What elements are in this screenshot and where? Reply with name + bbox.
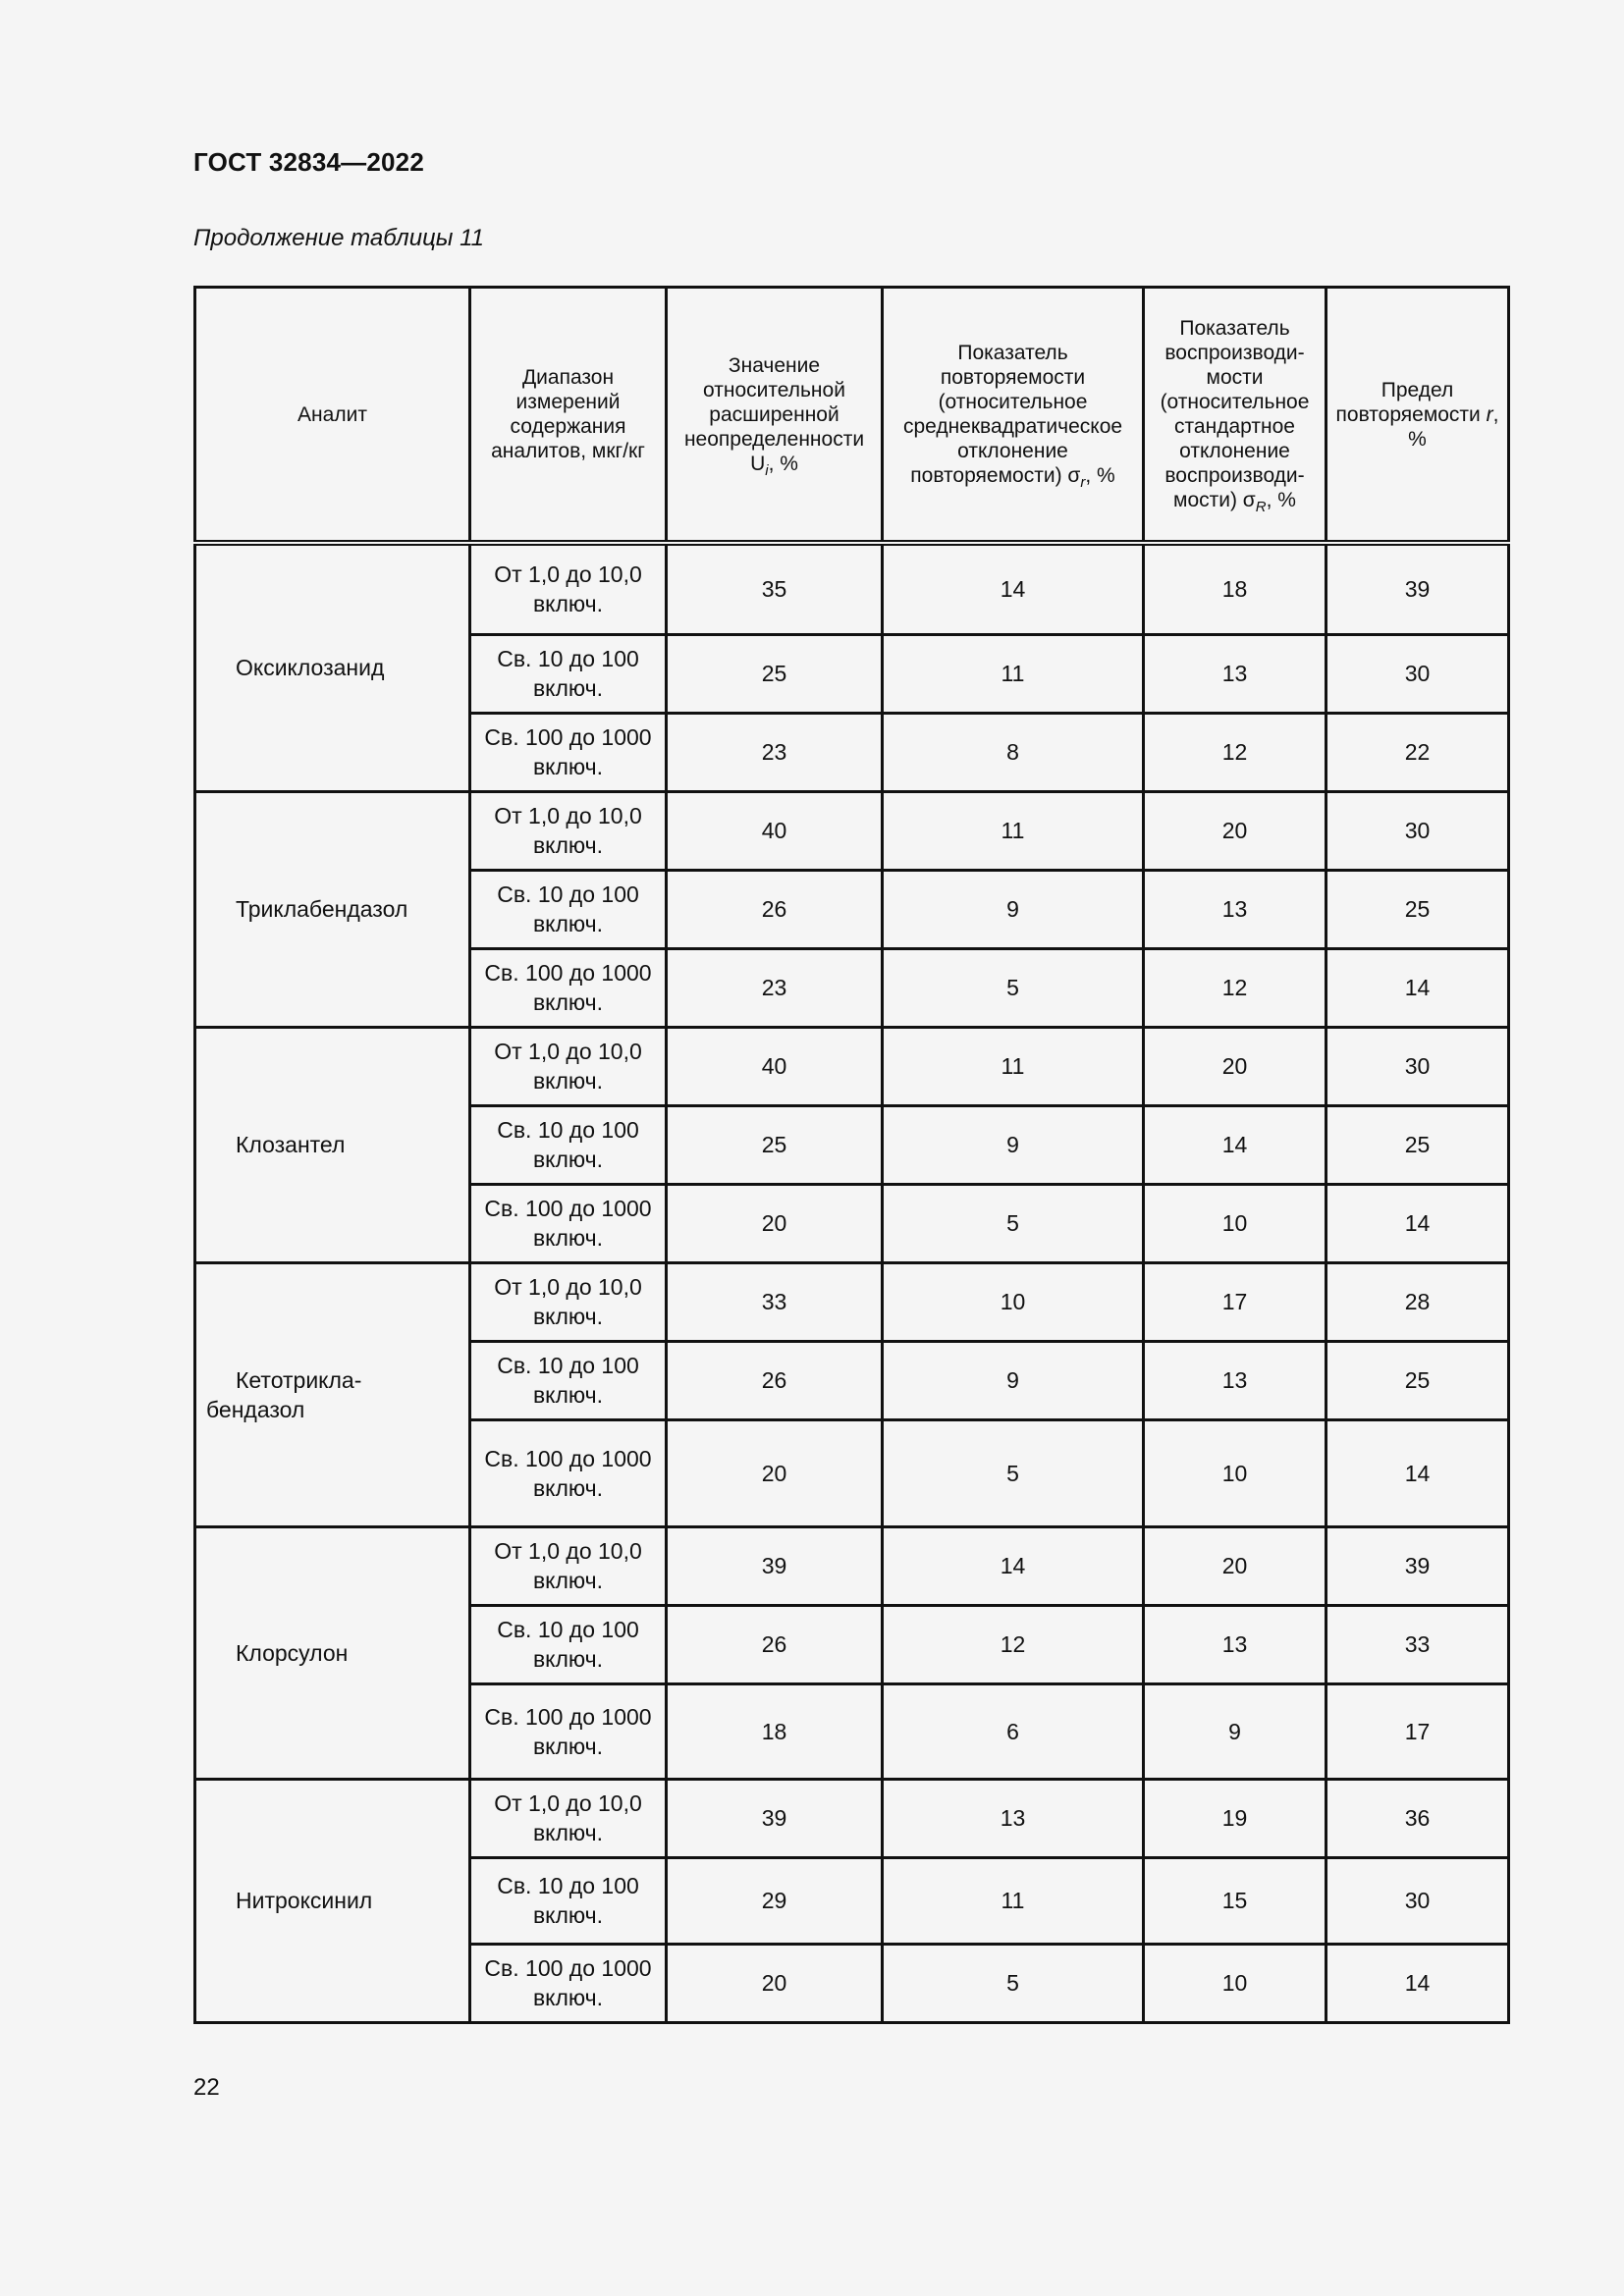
uncertainty-cell: 39 [667, 1779, 883, 1857]
reproducibility-cell: 17 [1144, 1262, 1326, 1341]
header-repeatability: Показатель повторяемости (относительное среднеквадратическое отклонение повторяемости) $\sigma_r$, % [883, 288, 1144, 544]
limit-cell: 36 [1326, 1779, 1509, 1857]
repeatability-cell: 5 [883, 1419, 1144, 1526]
repeatability-cell: 11 [883, 1027, 1144, 1105]
reproducibility-cell: 12 [1144, 713, 1326, 791]
repeatability-cell: 5 [883, 1944, 1144, 2022]
analyte-cell: Кетотрикла-бендазол [195, 1262, 470, 1526]
table-header-row [195, 288, 1509, 544]
range-cell: От 1,0 до 10,0 включ. [470, 1027, 667, 1105]
repeatability-cell: 9 [883, 1105, 1144, 1184]
uncertainty-cell: 26 [667, 1341, 883, 1419]
reproducibility-cell: 13 [1144, 1605, 1326, 1683]
reproducibility-cell: 14 [1144, 1105, 1326, 1184]
repeatability-cell: 11 [883, 791, 1144, 870]
limit-cell: 25 [1326, 1105, 1509, 1184]
analyte-cell: Нитроксинил [195, 1779, 470, 2022]
uncertainty-cell: 23 [667, 713, 883, 791]
uncertainty-cell: 26 [667, 1605, 883, 1683]
header-repeatability-limit: Предел повторяемости r, % [1326, 288, 1509, 544]
range-cell: От 1,0 до 10,0 включ. [470, 791, 667, 870]
header-uncertainty: Значение относительной расширенной неопределенности $U_i$, % [667, 288, 883, 544]
limit-cell: 39 [1326, 1526, 1509, 1605]
limit-cell: 28 [1326, 1262, 1509, 1341]
limit-cell: 33 [1326, 1605, 1509, 1683]
range-cell: Св. 10 до 100 включ. [470, 1341, 667, 1419]
analyte-cell: Клозантел [195, 1027, 470, 1262]
reproducibility-cell: 9 [1144, 1683, 1326, 1779]
uncertainty-cell: 35 [667, 543, 883, 634]
uncertainty-cell: 20 [667, 1944, 883, 2022]
limit-cell: 14 [1326, 948, 1509, 1027]
repeatability-cell: 10 [883, 1262, 1144, 1341]
limit-cell: 22 [1326, 713, 1509, 791]
limit-cell: 30 [1326, 634, 1509, 713]
reproducibility-cell: 10 [1144, 1419, 1326, 1526]
table-row [195, 1027, 1509, 1105]
table-caption: Продолжение таблицы 11 [193, 225, 485, 251]
table-row [195, 791, 1509, 870]
table-row [195, 543, 1509, 634]
range-cell: Св. 10 до 100 включ. [470, 634, 667, 713]
reproducibility-cell: 19 [1144, 1779, 1326, 1857]
range-cell: Св. 100 до 1000 включ. [470, 948, 667, 1027]
uncertainty-cell: 39 [667, 1526, 883, 1605]
analyte-cell: Триклабендазол [195, 791, 470, 1027]
repeatability-cell: 13 [883, 1779, 1144, 1857]
range-cell: Св. 100 до 1000 включ. [470, 1683, 667, 1779]
reproducibility-cell: 20 [1144, 1027, 1326, 1105]
table-row [195, 1262, 1509, 1341]
repeatability-cell: 14 [883, 543, 1144, 634]
reproducibility-cell: 15 [1144, 1857, 1326, 1944]
analyte-cell: Оксиклозанид [195, 543, 470, 791]
header-range: Диапазон измерений содержания аналитов, мкг/кг [470, 288, 667, 544]
range-cell: Св. 10 до 100 включ. [470, 870, 667, 948]
limit-cell: 30 [1326, 791, 1509, 870]
range-cell: От 1,0 до 10,0 включ. [470, 1779, 667, 1857]
range-cell: Св. 100 до 1000 включ. [470, 713, 667, 791]
header-reproducibility: Показатель воспроизводи-мости (относительное стандартное отклонение воспроизводи-мости) $\sigma_R$, % [1144, 288, 1326, 544]
limit-cell: 25 [1326, 870, 1509, 948]
limit-cell: 14 [1326, 1419, 1509, 1526]
uncertainty-cell: 40 [667, 791, 883, 870]
header-analyte: Аналит [195, 288, 470, 544]
uncertainty-cell: 33 [667, 1262, 883, 1341]
limit-cell: 17 [1326, 1683, 1509, 1779]
repeatability-cell: 9 [883, 870, 1144, 948]
uncertainty-cell: 20 [667, 1419, 883, 1526]
limit-cell: 25 [1326, 1341, 1509, 1419]
limit-cell: 30 [1326, 1027, 1509, 1105]
reproducibility-cell: 20 [1144, 791, 1326, 870]
page-number: 22 [193, 2074, 220, 2101]
reproducibility-cell: 13 [1144, 870, 1326, 948]
repeatability-cell: 6 [883, 1683, 1144, 1779]
repeatability-cell: 9 [883, 1341, 1144, 1419]
repeatability-cell: 12 [883, 1605, 1144, 1683]
repeatability-cell: 5 [883, 1184, 1144, 1262]
range-cell: Св. 100 до 1000 включ. [470, 1419, 667, 1526]
uncertainty-cell: 26 [667, 870, 883, 948]
range-cell: Св. 100 до 1000 включ. [470, 1944, 667, 2022]
uncertainty-cell: 40 [667, 1027, 883, 1105]
limit-cell: 39 [1326, 543, 1509, 634]
reproducibility-cell: 13 [1144, 634, 1326, 713]
limit-cell: 30 [1326, 1857, 1509, 1944]
range-cell: От 1,0 до 10,0 включ. [470, 1526, 667, 1605]
document-standard-id: ГОСТ 32834—2022 [193, 147, 424, 177]
repeatability-cell: 5 [883, 948, 1144, 1027]
repeatability-cell: 11 [883, 1857, 1144, 1944]
range-cell: От 1,0 до 10,0 включ. [470, 1262, 667, 1341]
uncertainty-cell: 29 [667, 1857, 883, 1944]
data-table [193, 286, 1510, 2024]
reproducibility-cell: 13 [1144, 1341, 1326, 1419]
uncertainty-cell: 23 [667, 948, 883, 1027]
repeatability-cell: 14 [883, 1526, 1144, 1605]
repeatability-cell: 8 [883, 713, 1144, 791]
table-row [195, 1779, 1509, 1857]
limit-cell: 14 [1326, 1184, 1509, 1262]
reproducibility-cell: 10 [1144, 1184, 1326, 1262]
range-cell: От 1,0 до 10,0 включ. [470, 543, 667, 634]
reproducibility-cell: 20 [1144, 1526, 1326, 1605]
reproducibility-cell: 10 [1144, 1944, 1326, 2022]
table-body [195, 543, 1509, 2022]
uncertainty-cell: 25 [667, 634, 883, 713]
analyte-cell: Клорсулон [195, 1526, 470, 1779]
range-cell: Св. 100 до 1000 включ. [470, 1184, 667, 1262]
limit-cell: 14 [1326, 1944, 1509, 2022]
range-cell: Св. 10 до 100 включ. [470, 1605, 667, 1683]
repeatability-cell: 11 [883, 634, 1144, 713]
table-row [195, 1526, 1509, 1605]
range-cell: Св. 10 до 100 включ. [470, 1105, 667, 1184]
range-cell: Св. 10 до 100 включ. [470, 1857, 667, 1944]
uncertainty-cell: 18 [667, 1683, 883, 1779]
reproducibility-cell: 12 [1144, 948, 1326, 1027]
reproducibility-cell: 18 [1144, 543, 1326, 634]
uncertainty-cell: 20 [667, 1184, 883, 1262]
uncertainty-cell: 25 [667, 1105, 883, 1184]
